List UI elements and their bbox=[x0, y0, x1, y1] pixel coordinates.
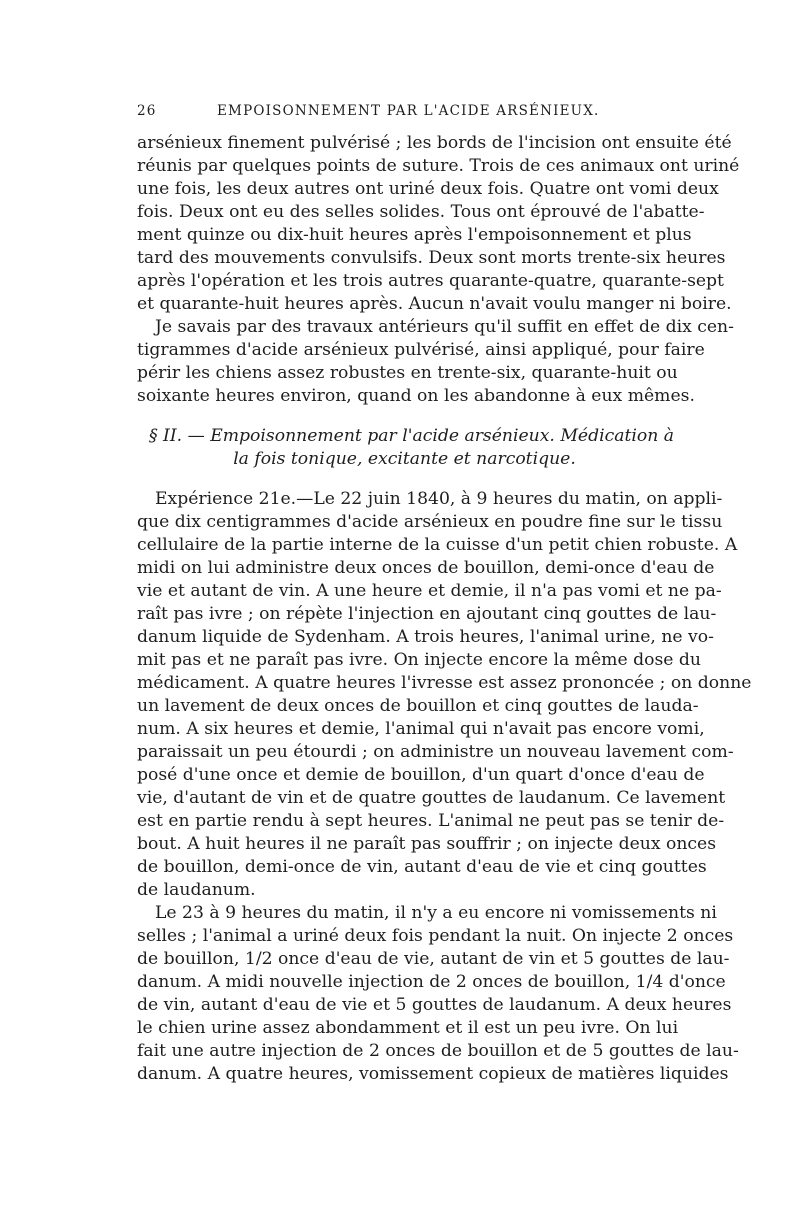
text-line: de vin, autant d'eau de vie et 5 gouttes de laudanum. A deux heures bbox=[137, 995, 732, 1015]
text-line: une fois, les deux autres ont uriné deux fois. Quatre ont vomi deux bbox=[137, 179, 719, 199]
text-line: tigrammes d'acide arsénieux pulvérisé, ainsi appliqué, pour faire bbox=[137, 340, 705, 360]
text-line: mit pas et ne paraît pas ivre. On injecte encore la même dose du bbox=[137, 650, 701, 670]
page-header bbox=[137, 103, 672, 123]
text-line: danum liquide de Sydenham. A trois heures, l'animal urine, ne vo- bbox=[137, 627, 714, 647]
text-line: Je savais par des travaux antérieurs qu'il suffit en effet de dix cen- bbox=[155, 317, 734, 337]
text-line: de laudanum. bbox=[137, 880, 256, 900]
text-line: après l'opération et les trois autres quarante-quatre, quarante-sept bbox=[137, 271, 724, 291]
page-number: 26 bbox=[137, 103, 157, 119]
text-line: ment quinze ou dix-huit heures après l'empoisonnement et plus bbox=[137, 225, 692, 245]
text-line: danum. A midi nouvelle injection de 2 onces de bouillon, 1/4 d'once bbox=[137, 972, 726, 992]
text-line: selles ; l'animal a uriné deux fois pendant la nuit. On injecte 2 onces bbox=[137, 926, 734, 946]
text-line: réunis par quelques points de suture. Trois de ces animaux ont uriné bbox=[137, 156, 740, 176]
text-line: de bouillon, demi-once de vin, autant d'eau de vie et cinq gouttes bbox=[137, 857, 707, 877]
text-line: cellulaire de la partie interne de la cuisse d'un petit chien robuste. A bbox=[137, 535, 738, 555]
section-heading: la fois tonique, excitante et narcotique. bbox=[233, 449, 576, 469]
text-line: Le 23 à 9 heures du matin, il n'y a eu encore ni vomissements ni bbox=[155, 903, 717, 923]
text-line: tard des mouvements convulsifs. Deux sont morts trente-six heures bbox=[137, 248, 726, 268]
text-line: raît pas ivre ; on répète l'injection en ajoutant cinq gouttes de lau- bbox=[137, 604, 717, 624]
text-line: vie, d'autant de vin et de quatre gouttes de laudanum. Ce lavement bbox=[137, 788, 726, 808]
running-head: EMPOISONNEMENT PAR L'ACIDE ARSÉNIEUX. bbox=[217, 103, 600, 119]
text-line: Expérience 21e.—Le 22 juin 1840, à 9 heures du matin, on appli- bbox=[155, 489, 723, 509]
text-line: et quarante-huit heures après. Aucun n'avait voulu manger ni boire. bbox=[137, 294, 732, 314]
text-line: fois. Deux ont eu des selles solides. Tous ont éprouvé de l'abatte- bbox=[137, 202, 705, 222]
text-line: soixante heures environ, quand on les abandonne à eux mêmes. bbox=[137, 386, 695, 406]
text-line: périr les chiens assez robustes en trente-six, quarante-huit ou bbox=[137, 363, 678, 383]
text-line: que dix centigrammes d'acide arsénieux en poudre fine sur le tissu bbox=[137, 512, 723, 532]
text-line: est en partie rendu à sept heures. L'animal ne peut pas se tenir de- bbox=[137, 811, 725, 831]
text-line: arsénieux finement pulvérisé ; les bords de l'incision ont ensuite été bbox=[137, 133, 732, 153]
text-line: un lavement de deux onces de bouillon et cinq gouttes de lauda- bbox=[137, 696, 699, 716]
text-line: médicament. A quatre heures l'ivresse est assez prononcée ; on donne bbox=[137, 673, 752, 693]
text-line: midi on lui administre deux onces de bouillon, demi-once d'eau de bbox=[137, 558, 715, 578]
text-line: bout. A huit heures il ne paraît pas souffrir ; on injecte deux onces bbox=[137, 834, 717, 854]
text-line: fait une autre injection de 2 onces de bouillon et de 5 gouttes de lau- bbox=[137, 1041, 739, 1061]
text-line: posé d'une once et demie de bouillon, d'un quart d'once d'eau de bbox=[137, 765, 705, 785]
text-line: paraissait un peu étourdi ; on administre un nouveau lavement com- bbox=[137, 742, 734, 762]
text-line: danum. A quatre heures, vomissement copieux de matières liquides bbox=[137, 1064, 729, 1084]
section-heading: § II. — Empoisonnement par l'acide arsénieux. Médication à bbox=[149, 426, 675, 446]
text-line: num. A six heures et demie, l'animal qui n'avait pas encore vomi, bbox=[137, 719, 705, 739]
text-line: de bouillon, 1/2 once d'eau de vie, autant de vin et 5 gouttes de lau- bbox=[137, 949, 730, 969]
text-line: le chien urine assez abondamment et il est un peu ivre. On lui bbox=[137, 1018, 679, 1038]
text-line: vie et autant de vin. A une heure et demie, il n'a pas vomi et ne pa- bbox=[137, 581, 722, 601]
